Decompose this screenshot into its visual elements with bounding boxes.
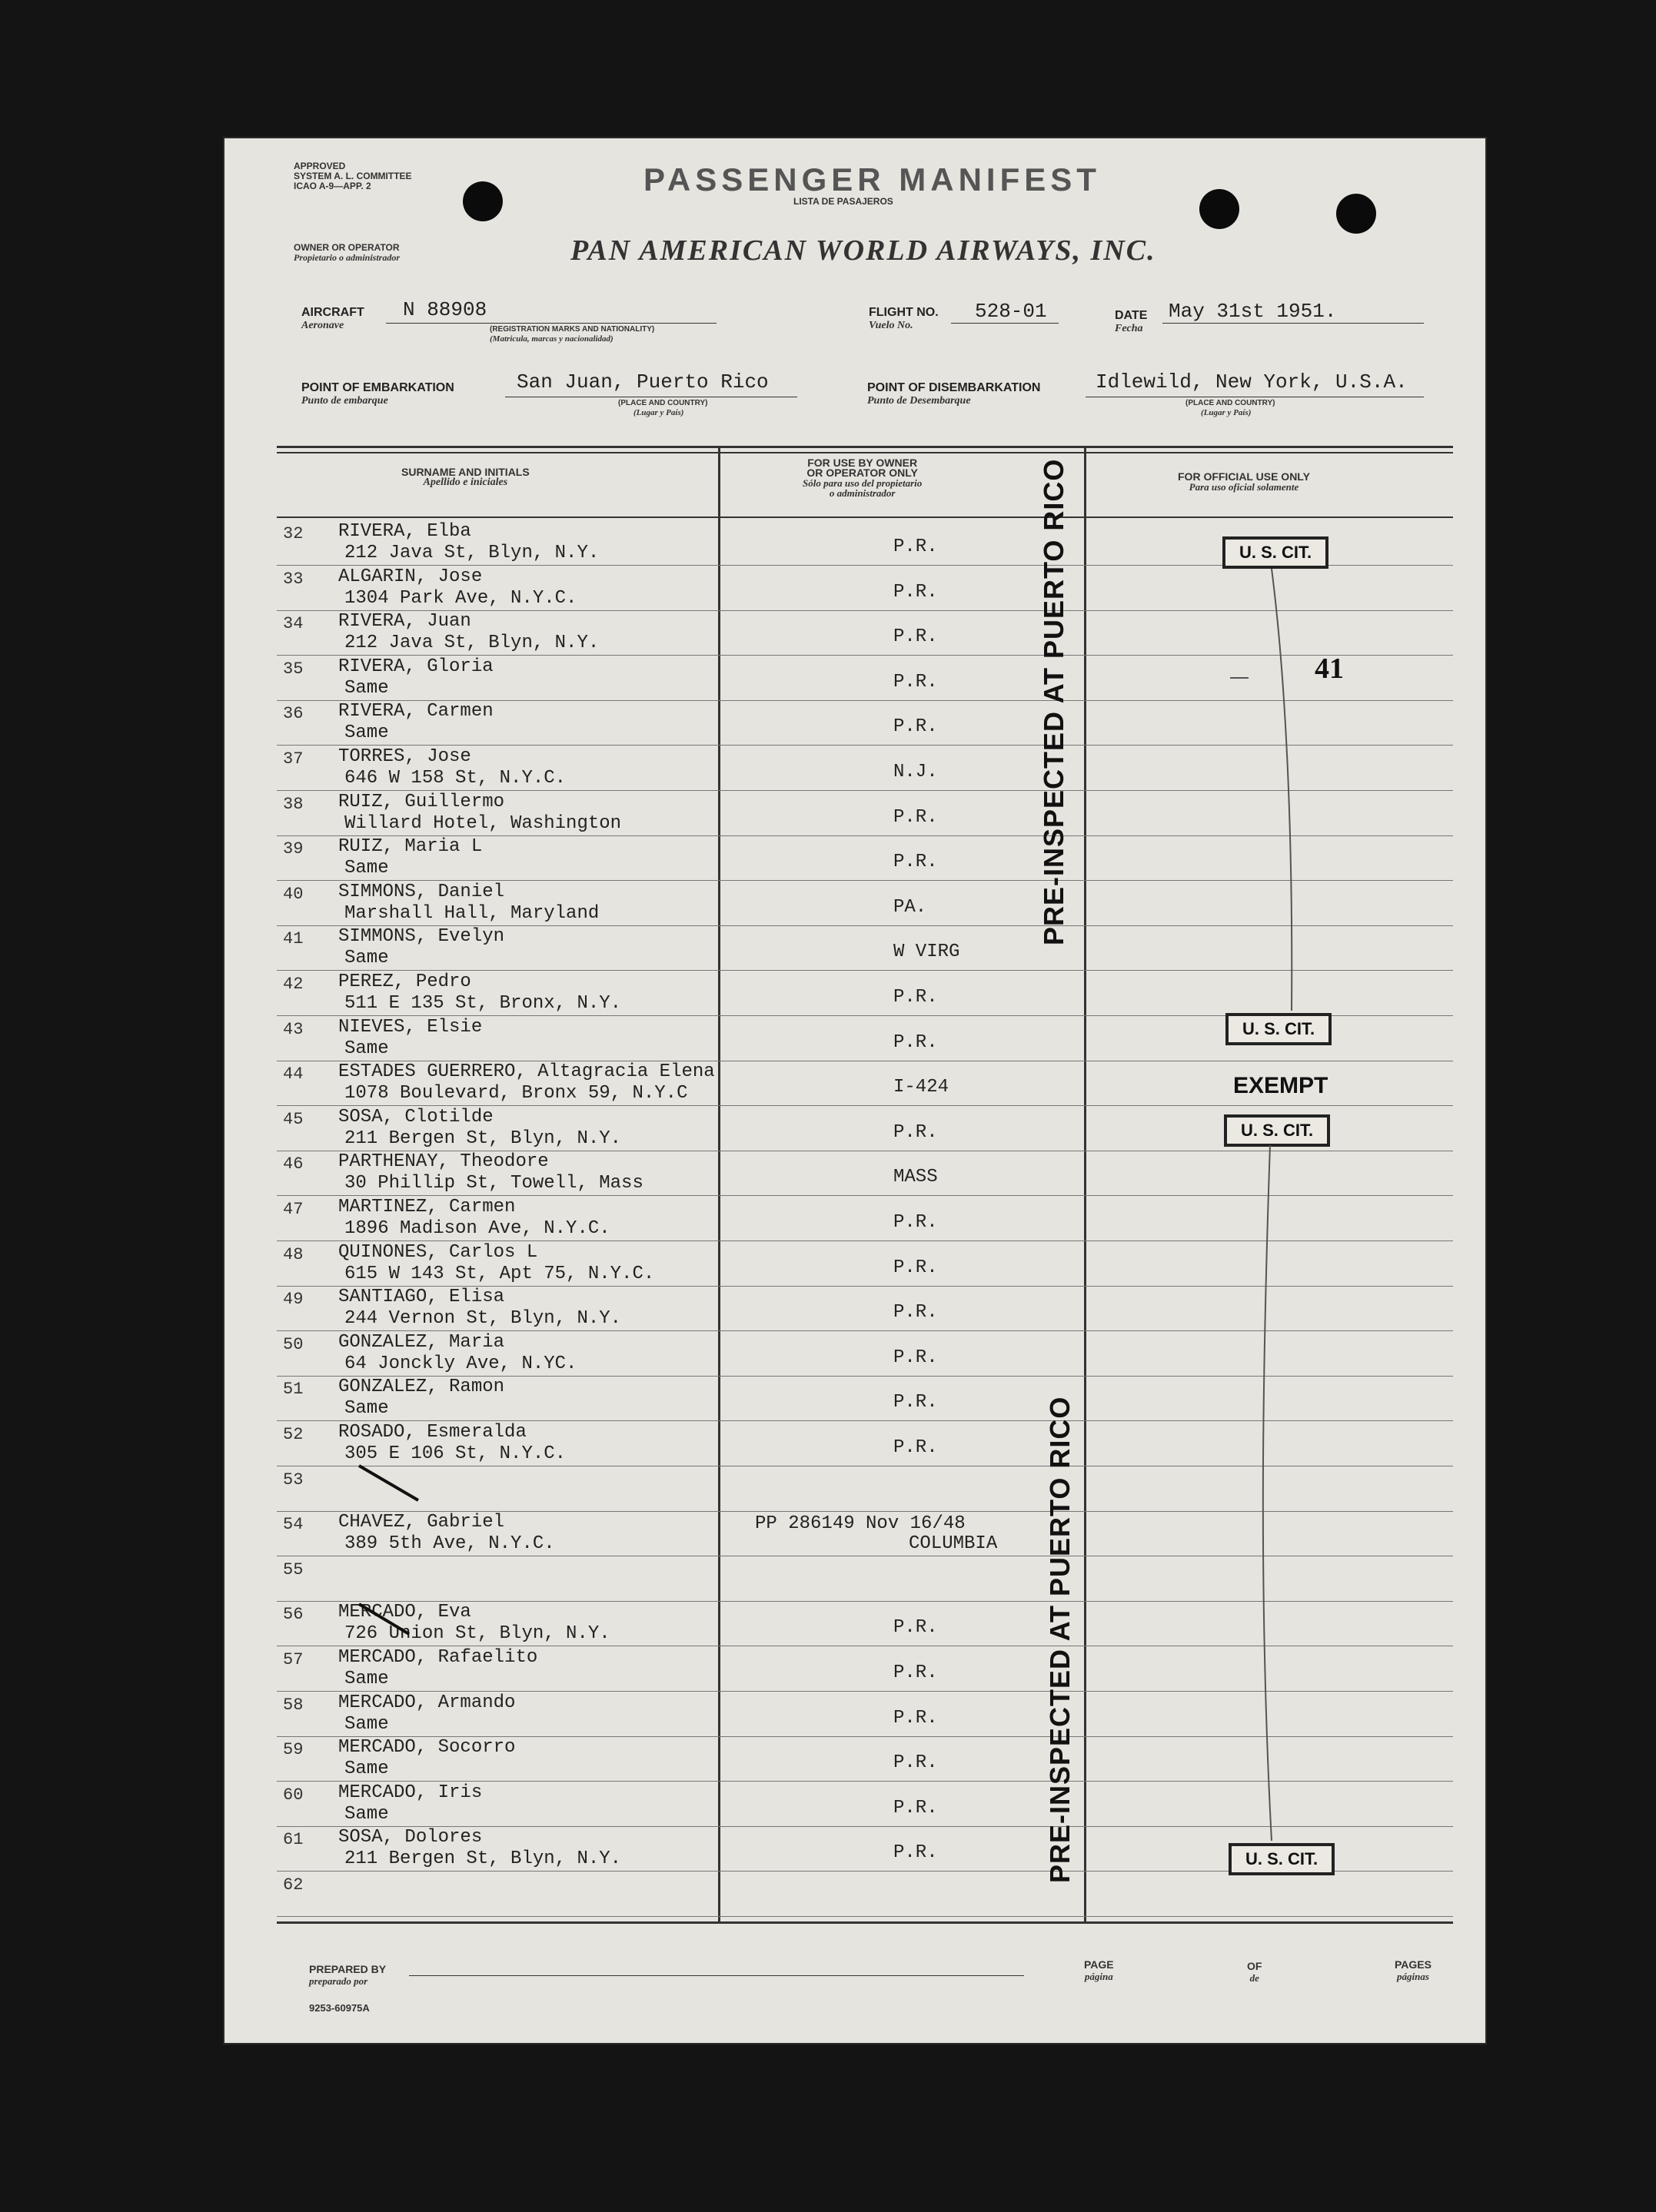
passenger-address: Same bbox=[344, 1669, 389, 1689]
passenger-address: 244 Vernon St, Blyn, N.Y. bbox=[344, 1308, 622, 1329]
passenger-address: 212 Java St, Blyn, N.Y. bbox=[344, 633, 600, 653]
row-number: 47 bbox=[283, 1200, 304, 1219]
pages-label: PAGES páginas bbox=[1395, 1958, 1432, 1982]
passenger-name: RIVERA, Gloria bbox=[338, 656, 494, 677]
registration-caption: (REGISTRATION MARKS AND NATIONALITY) (Matricula, marcas y nacionalidad) bbox=[490, 325, 655, 344]
passenger-name: MERCADO, Eva bbox=[338, 1602, 471, 1622]
column-header-official: FOR OFFICIAL USE ONLY Para uso oficial solamente bbox=[1178, 470, 1310, 493]
passenger-address: Same bbox=[344, 678, 389, 699]
passenger-name: ROSADO, Esmeralda bbox=[338, 1422, 527, 1443]
preinspected-stamp-upper: PRE-INSPECTED AT PUERTO RICO bbox=[1038, 458, 1069, 945]
owner-note: P.R. bbox=[893, 987, 938, 1008]
row-number: 36 bbox=[283, 704, 304, 723]
row-number: 53 bbox=[283, 1470, 304, 1490]
passenger-address: 646 W 158 St, N.Y.C. bbox=[344, 768, 567, 789]
embarkation-place-caption: (PLACE AND COUNTRY) (Lugar y País) bbox=[618, 399, 708, 417]
owner-note: MASS bbox=[893, 1167, 938, 1187]
passenger-name: ESTADES GUERRERO, Altagracia Elena bbox=[338, 1061, 715, 1082]
passenger-name: NIEVES, Elsie bbox=[338, 1017, 483, 1038]
passenger-name: GONZALEZ, Maria bbox=[338, 1332, 505, 1353]
passenger-name: SIMMONS, Daniel bbox=[338, 882, 505, 902]
owner-note: P.R. bbox=[893, 1257, 938, 1278]
owner-note: P.R. bbox=[893, 672, 938, 692]
passenger-name: GONZALEZ, Ramon bbox=[338, 1377, 505, 1397]
owner-note: P.R. bbox=[893, 1032, 938, 1053]
owner-note: P.R. bbox=[893, 1347, 938, 1368]
passenger-name: MERCADO, Socorro bbox=[338, 1737, 516, 1758]
passenger-address: Same bbox=[344, 1398, 389, 1419]
row-number: 57 bbox=[283, 1650, 304, 1669]
us-citizen-stamp: U. S. CIT. bbox=[1225, 1013, 1332, 1045]
row-number: 49 bbox=[283, 1290, 304, 1309]
passenger-address: Marshall Hall, Maryland bbox=[344, 903, 600, 924]
row-number: 54 bbox=[283, 1515, 304, 1534]
passenger-name: MERCADO, Iris bbox=[338, 1782, 483, 1803]
owner-note: P.R. bbox=[893, 582, 938, 603]
row-number: 58 bbox=[283, 1696, 304, 1715]
us-citizen-stamp: U. S. CIT. bbox=[1222, 536, 1328, 569]
page-subtitle: LISTA DE PASAJEROS bbox=[793, 196, 893, 207]
passenger-name: MERCADO, Armando bbox=[338, 1692, 516, 1713]
owner-note: P.R. bbox=[893, 1302, 938, 1323]
disembarkation-place-caption: (PLACE AND COUNTRY) (Lugar y País) bbox=[1185, 399, 1275, 417]
passenger-address: Same bbox=[344, 722, 389, 743]
us-citizen-stamp: U. S. CIT. bbox=[1229, 1843, 1335, 1875]
page-label: PAGE página bbox=[1084, 1958, 1114, 1982]
aircraft-value: N 88908 bbox=[403, 298, 487, 321]
passenger-name: PEREZ, Pedro bbox=[338, 971, 471, 992]
date-value: May 31st 1951. bbox=[1169, 300, 1337, 323]
owner-note: P.R. bbox=[893, 1617, 938, 1638]
row-number: 39 bbox=[283, 839, 304, 859]
owner-note: I-424 bbox=[893, 1077, 949, 1098]
passenger-address: Same bbox=[344, 948, 389, 968]
exempt-stamp: EXEMPT bbox=[1233, 1073, 1328, 1098]
row-number: 35 bbox=[283, 659, 304, 679]
form-code: 9253-60975A bbox=[309, 2002, 370, 2014]
disembarkation-value: Idlewild, New York, U.S.A. bbox=[1096, 370, 1408, 394]
passenger-address: 1896 Madison Ave, N.Y.C. bbox=[344, 1218, 610, 1239]
passenger-address: 1304 Park Ave, N.Y.C. bbox=[344, 588, 577, 609]
aircraft-label: AIRCRAFT Aeronave bbox=[301, 306, 364, 331]
row-number: 50 bbox=[283, 1335, 304, 1354]
owner-note: PA. bbox=[893, 897, 927, 918]
row-number: 34 bbox=[283, 614, 304, 633]
passenger-address: 211 Bergen St, Blyn, N.Y. bbox=[344, 1128, 622, 1149]
row-number: 41 bbox=[283, 929, 304, 948]
owner-note: P.R. bbox=[893, 807, 938, 828]
row-number: 48 bbox=[283, 1245, 304, 1264]
owner-note: P.R. bbox=[893, 1212, 938, 1233]
embarkation-value: San Juan, Puerto Rico bbox=[517, 370, 769, 394]
row-number: 59 bbox=[283, 1740, 304, 1759]
passenger-address: Same bbox=[344, 1038, 389, 1059]
row-number: 45 bbox=[283, 1110, 304, 1129]
passenger-address: 305 E 106 St, N.Y.C. bbox=[344, 1443, 567, 1464]
approval-block: APPROVED SYSTEM A. L. COMMITTEE ICAO A-9—APP. 2 bbox=[294, 161, 412, 191]
row-number: 32 bbox=[283, 524, 304, 543]
embarkation-label: POINT OF EMBARKATION Punto de embarque bbox=[301, 381, 454, 407]
passenger-name: QUINONES, Carlos L bbox=[338, 1242, 538, 1263]
owner-note: P.R. bbox=[893, 1752, 938, 1773]
owner-note: P.R. bbox=[893, 1662, 938, 1683]
passenger-address: Willard Hotel, Washington bbox=[344, 813, 622, 834]
owner-note: P.R. bbox=[893, 1842, 938, 1863]
passenger-address: 64 Jonckly Ave, N.YC. bbox=[344, 1353, 577, 1374]
owner-note-country: COLUMBIA bbox=[909, 1533, 998, 1554]
disembarkation-label: POINT OF DISEMBARKATION Punto de Desembarque bbox=[867, 381, 1041, 407]
passenger-name: MERCADO, Rafaelito bbox=[338, 1647, 538, 1668]
row-number: 60 bbox=[283, 1785, 304, 1805]
owner-note: P.R. bbox=[893, 536, 938, 557]
row-number: 51 bbox=[283, 1380, 304, 1399]
row-number: 52 bbox=[283, 1425, 304, 1444]
passenger-name: RIVERA, Carmen bbox=[338, 701, 494, 722]
owner-note: P.R. bbox=[893, 1122, 938, 1143]
row-number: 43 bbox=[283, 1020, 304, 1039]
passenger-name: TORRES, Jose bbox=[338, 746, 471, 767]
row-number: 62 bbox=[283, 1875, 304, 1895]
passenger-name: SOSA, Dolores bbox=[338, 1827, 483, 1848]
pencil-marks bbox=[224, 138, 1485, 2043]
preinspected-stamp-lower: PRE-INSPECTED AT PUERTO RICO bbox=[1044, 1396, 1076, 1883]
page-title: PASSENGER MANIFEST bbox=[643, 161, 1101, 198]
row-number: 33 bbox=[283, 570, 304, 589]
owner-note: P.R. bbox=[893, 1798, 938, 1818]
owner-note: PP 286149 Nov 16/48 bbox=[755, 1513, 966, 1534]
row-number: 37 bbox=[283, 749, 304, 769]
passenger-name: RIVERA, Elba bbox=[338, 521, 471, 542]
passenger-address: 30 Phillip St, Towell, Mass bbox=[344, 1173, 643, 1194]
passenger-name: ALGARIN, Jose bbox=[338, 566, 483, 587]
flight-label: FLIGHT NO. Vuelo No. bbox=[869, 306, 939, 331]
passenger-name: SOSA, Clotilde bbox=[338, 1107, 494, 1128]
passenger-name: SANTIAGO, Elisa bbox=[338, 1287, 505, 1307]
prepared-by-label: PREPARED BY preparado por bbox=[309, 1963, 387, 1987]
owner-note: P.R. bbox=[893, 852, 938, 872]
row-number: 42 bbox=[283, 975, 304, 994]
row-number: 40 bbox=[283, 885, 304, 904]
owner-note: P.R. bbox=[893, 716, 938, 737]
passenger-name: RIVERA, Juan bbox=[338, 611, 471, 632]
passenger-address: Same bbox=[344, 1759, 389, 1779]
count-annotation: 41 bbox=[1315, 653, 1344, 685]
passenger-name: SIMMONS, Evelyn bbox=[338, 926, 505, 947]
passenger-address: 726 Union St, Blyn, N.Y. bbox=[344, 1623, 610, 1644]
passenger-address: Same bbox=[344, 858, 389, 878]
date-label: DATE Fecha bbox=[1115, 309, 1148, 334]
flight-value: 528-01 bbox=[975, 300, 1047, 323]
passenger-address: 511 E 135 St, Bronx, N.Y. bbox=[344, 993, 622, 1014]
passenger-address: 211 Bergen St, Blyn, N.Y. bbox=[344, 1848, 622, 1869]
passenger-name: MARTINEZ, Carmen bbox=[338, 1197, 516, 1217]
row-number: 56 bbox=[283, 1605, 304, 1624]
manifest-sheet bbox=[224, 138, 1485, 2043]
of-label: OF de bbox=[1247, 1960, 1262, 1984]
owner-note: N.J. bbox=[893, 762, 938, 782]
column-header-names: SURNAME AND INITIALS Apellido e iniciales bbox=[401, 466, 530, 488]
airline-name: PAN AMERICAN WORLD AIRWAYS, INC. bbox=[570, 234, 1156, 267]
owner-label: OWNER OR OPERATOR Propietario o administrador bbox=[294, 242, 401, 263]
row-number: 61 bbox=[283, 1830, 304, 1849]
passenger-address: 1078 Boulevard, Bronx 59, N.Y.C bbox=[344, 1083, 688, 1104]
passenger-address: 389 5th Ave, N.Y.C. bbox=[344, 1533, 555, 1554]
passenger-address: Same bbox=[344, 1804, 389, 1825]
row-number: 44 bbox=[283, 1064, 304, 1084]
owner-note: P.R. bbox=[893, 1437, 938, 1458]
owner-note: W VIRG bbox=[893, 942, 960, 962]
row-number: 38 bbox=[283, 795, 304, 814]
us-citizen-stamp: U. S. CIT. bbox=[1224, 1114, 1330, 1147]
owner-note: P.R. bbox=[893, 1392, 938, 1413]
passenger-name: PARTHENAY, Theodore bbox=[338, 1151, 549, 1172]
passenger-name: RUIZ, Guillermo bbox=[338, 792, 505, 812]
passenger-name: CHAVEZ, Gabriel bbox=[338, 1512, 505, 1533]
row-number: 55 bbox=[283, 1560, 304, 1579]
passenger-address: Same bbox=[344, 1714, 389, 1735]
owner-note: P.R. bbox=[893, 1708, 938, 1729]
owner-note: P.R. bbox=[893, 626, 938, 647]
passenger-address: 212 Java St, Blyn, N.Y. bbox=[344, 543, 600, 563]
column-header-owner: FOR USE BY OWNER OR OPERATOR ONLY Sólo para uso del propietario o administrador bbox=[803, 457, 923, 499]
passenger-address: 615 W 143 St, Apt 75, N.Y.C. bbox=[344, 1264, 655, 1284]
passenger-name: RUIZ, Maria L bbox=[338, 836, 483, 857]
row-number: 46 bbox=[283, 1154, 304, 1174]
